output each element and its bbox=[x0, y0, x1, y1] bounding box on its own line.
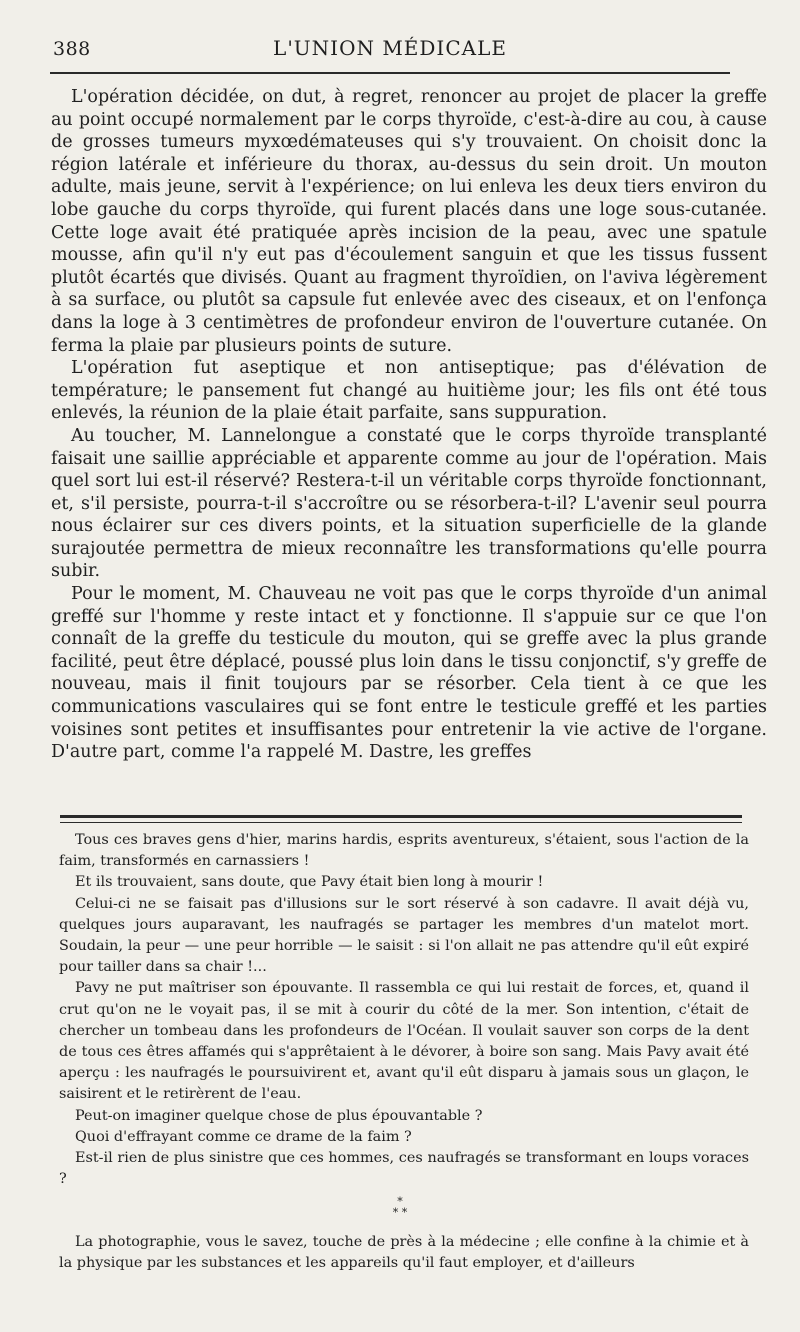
running-title: L'UNION MÉDICALE bbox=[273, 36, 507, 60]
note-paragraph: Quoi d'effrayant comme ce drame de la faim ? bbox=[75, 1128, 412, 1145]
paragraph: Pour le moment, M. Chauveau ne voit pas que le corps thyroïde d'un animal greffé sur l'homme y reste intact et y fonctionne. Il s'appuie sur ce que l'on connaît de la greffe du testicule du mouton, qui se greffe avec la plus grande facilité, peut être déplacé, poussé plus loin dans le tissu conjonctif, s'y greffe de nouveau, mais il finit toujours par se résorber. Cela tient à ce que les communications vasculaires qui se font entre le testicule greffé et les parties voisines sont petites et insuffisantes pour entretenir la vie active de l'organe. D'autre part, comme l'a rappelé M. Dastre, les greffes bbox=[51, 584, 767, 763]
main-text bbox=[51, 86, 767, 764]
paragraph: L'opération décidée, on dut, à regret, renoncer au projet de placer la greffe au point occupé normalement par le corps thyroïde, c'est-à-dire au cou, à cause de grosses tumeurs myxœdémateuses qui s'y trouvaient. On choisit donc la région latérale et inférieure du thorax, au-dessus du sein droit. Un mouton adulte, mais jeune, servit à l'expérience; on lui enleva les deux tiers environ du lobe gauche du corps thyroïde, qui furent placés dans une loge sous-cutanée. Cette loge avait été pratiquée après incision de la peau, avec une spatule mousse, afin qu'il n'y eut pas d'écoulement sanguin et que les tissus fussent plutôt écartés que divisés. Quant au fragment thyroïdien, on l'aviva légèrement à sa surface, ou plutôt sa capsule fut enlevée avec des ciseaux, et on l'enfonça dans la loge à 3 centimètres de profondeur environ de l'ouverture cutanée. On ferma la plaie par plusieurs points de suture. bbox=[51, 87, 767, 356]
note-paragraph: Celui-ci ne se faisait pas d'illusions sur le sort réservé à son cadavre. Il avait déjà vu, quelques jours auparavant, les naufragés se partager les membres d'un matelot mort. Soudain, la peur — une peur horrible — le saisit : si l'on allait ne pas attendre qu'il eût expiré pour tailler dans sa chair !... bbox=[59, 895, 749, 976]
asterism-top: * bbox=[397, 1195, 403, 1208]
section-asterism bbox=[0, 1196, 800, 1218]
feuilleton-text bbox=[59, 830, 749, 1190]
note-paragraph: Pavy ne put maîtriser son épouvante. Il rassembla ce qui lui restait de forces, et, quand il crut qu'on ne le voyait pas, il se mit à courir du côté de la mer. Son intention, c'était de chercher un tombeau dans les profondeurs de l'Océan. Il voulait sauver son corps de la dent de tous ces êtres affamés qui s'apprêtaient à le dévorer, à boire son sang. Mais Pavy avait été aperçu : les naufragés le poursuivirent et, avant qu'il eût disparu à jamais sous un glaçon, le saisirent et le retirèrent de l'eau. bbox=[59, 980, 749, 1103]
feuilleton-rule bbox=[60, 815, 742, 823]
asterism-bottom: * * bbox=[392, 1206, 408, 1219]
note-paragraph: Et ils trouvaient, sans doute, que Pavy était bien long à mourir ! bbox=[75, 874, 544, 891]
page-number: 388 bbox=[53, 38, 91, 60]
paragraph: L'opération fut aseptique et non antiseptique; pas d'élévation de température; le pansement fut changé au huitième jour; les fils ont été tous enlevés, la réunion de la plaie était parfaite, sans suppuration. bbox=[51, 358, 767, 424]
note-paragraph: Tous ces braves gens d'hier, marins hardis, esprits aventureux, s'étaient, sous l'action de la faim, transformés en carnassiers ! bbox=[59, 832, 749, 870]
paragraph: Au toucher, M. Lannelongue a constaté que le corps thyroïde transplanté faisait une saillie appréciable et apparente comme au jour de l'opération. Mais quel sort lui est-il réservé? Restera-t-il un véritable corps thyroïde fonctionnant, et, s'il persiste, pourra-t-il s'accroître ou se résorbera-t-il? L'avenir seul pourra nous éclairer sur ces divers points, et la situation superficielle de la glande surajoutée permettra de mieux reconnaître les transformations qu'elle pourra subir. bbox=[51, 425, 767, 582]
note-paragraph: Est-il rien de plus sinistre que ces hommes, ces naufragés se transformant en loups voraces ? bbox=[59, 1150, 749, 1188]
header-rule bbox=[50, 72, 730, 74]
final-paragraph: La photographie, vous le savez, touche de près à la médecine ; elle confine à la chimie et à la physique par les substances et les appareils qu'il faut employer, et d'ailleurs bbox=[59, 1234, 749, 1272]
note-paragraph: Peut-on imaginer quelque chose de plus épouvantable ? bbox=[75, 1107, 483, 1124]
final-text bbox=[59, 1232, 749, 1274]
